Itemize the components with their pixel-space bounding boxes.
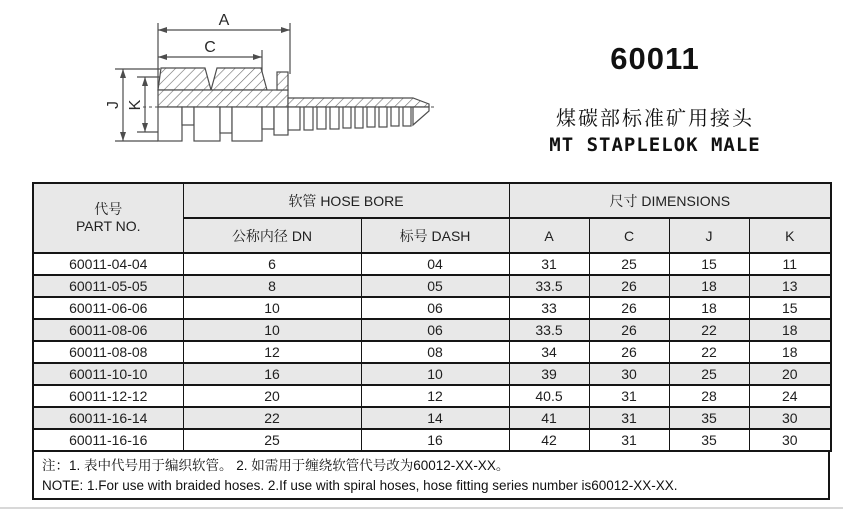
cell-k: 20 <box>749 363 831 385</box>
cell-a: 31 <box>509 253 589 275</box>
cell-j: 15 <box>669 253 749 275</box>
header-dn: 公称内径 DN <box>183 218 361 253</box>
note-line-chinese: 注：1. 表中代号用于编织软管。 2. 如需用于缠绕软管代号改为60012-XX-XX。 <box>42 458 510 473</box>
header-part-no-cn: 代号 <box>94 201 123 217</box>
shell-upper <box>158 90 288 107</box>
cell-j: 18 <box>669 297 749 319</box>
product-title-english: MT STAPLELOK MALE <box>549 134 761 156</box>
cell-dash: 06 <box>361 319 509 341</box>
cell-part-no: 60011-16-16 <box>33 429 183 451</box>
cell-a: 42 <box>509 429 589 451</box>
spec-table-section <box>32 182 830 500</box>
cell-part-no: 60011-12-12 <box>33 385 183 407</box>
table-row <box>33 341 831 363</box>
cell-c: 26 <box>589 319 669 341</box>
table-row <box>33 429 831 451</box>
cell-c: 31 <box>589 407 669 429</box>
cell-part-no: 60011-05-05 <box>33 275 183 297</box>
header-part-no-en: PART NO. <box>75 218 141 234</box>
dim-label-j: J <box>105 101 122 109</box>
title-block <box>500 42 810 156</box>
cell-k: 30 <box>749 429 831 451</box>
cell-j: 18 <box>669 275 749 297</box>
cell-dash: 14 <box>361 407 509 429</box>
cell-c: 26 <box>589 275 669 297</box>
table-row <box>33 407 831 429</box>
cell-j: 28 <box>669 385 749 407</box>
thread-block <box>211 68 267 90</box>
cell-part-no: 60011-08-06 <box>33 319 183 341</box>
cell-j: 25 <box>669 363 749 385</box>
cell-c: 26 <box>589 297 669 319</box>
note-line-english: NOTE: 1.For use with braided hoses. 2.If use with spiral hoses, hose fitting series number is60012-XX-XX. <box>42 478 678 493</box>
table-row <box>33 275 831 297</box>
cell-j: 35 <box>669 407 749 429</box>
dim-label-k: K <box>127 99 144 111</box>
cell-k: 11 <box>749 253 831 275</box>
header-col-c: C <box>589 218 669 253</box>
table-row <box>33 363 831 385</box>
spec-table <box>32 182 832 452</box>
cell-c: 31 <box>589 429 669 451</box>
cell-dn: 22 <box>183 407 361 429</box>
body-lower <box>158 107 429 141</box>
cell-part-no: 60011-16-14 <box>33 407 183 429</box>
cell-part-no: 60011-10-10 <box>33 363 183 385</box>
cell-c: 26 <box>589 341 669 363</box>
header-row-groups <box>33 183 831 218</box>
cell-a: 33.5 <box>509 319 589 341</box>
cell-c: 25 <box>589 253 669 275</box>
cell-dn: 25 <box>183 429 361 451</box>
cell-a: 34 <box>509 341 589 363</box>
dim-label-c: C <box>204 39 216 56</box>
table-row <box>33 297 831 319</box>
thread-block <box>158 68 211 90</box>
header-col-a: A <box>509 218 589 253</box>
page-bottom-divider <box>0 507 843 509</box>
cell-dash: 12 <box>361 385 509 407</box>
cell-dash: 08 <box>361 341 509 363</box>
cell-dn: 10 <box>183 319 361 341</box>
cell-dash: 05 <box>361 275 509 297</box>
cell-dn: 6 <box>183 253 361 275</box>
cell-dash: 10 <box>361 363 509 385</box>
cell-dn: 20 <box>183 385 361 407</box>
cell-dash: 16 <box>361 429 509 451</box>
hose-tail-upper <box>288 98 429 107</box>
cell-j: 22 <box>669 341 749 363</box>
cell-k: 18 <box>749 341 831 363</box>
cell-k: 13 <box>749 275 831 297</box>
cell-a: 33 <box>509 297 589 319</box>
cell-k: 15 <box>749 297 831 319</box>
header-hose-bore: 软管 HOSE BORE <box>183 183 509 218</box>
cell-dn: 12 <box>183 341 361 363</box>
cell-k: 18 <box>749 319 831 341</box>
product-code: 60011 <box>610 41 700 76</box>
dim-label-a: A <box>218 12 230 29</box>
cell-k: 30 <box>749 407 831 429</box>
cell-j: 35 <box>669 429 749 451</box>
cell-c: 30 <box>589 363 669 385</box>
fitting-technical-drawing <box>85 10 445 160</box>
cell-k: 24 <box>749 385 831 407</box>
header-part-no <box>33 183 183 253</box>
cell-a: 33.5 <box>509 275 589 297</box>
header-dimensions: 尺寸 DIMENSIONS <box>509 183 831 218</box>
cell-part-no: 60011-06-06 <box>33 297 183 319</box>
header-col-k: K <box>749 218 831 253</box>
cell-a: 39 <box>509 363 589 385</box>
header-dash: 标号 DASH <box>361 218 509 253</box>
table-row <box>33 319 831 341</box>
table-row <box>33 253 831 275</box>
staple-ridge <box>277 72 288 90</box>
cell-part-no: 60011-04-04 <box>33 253 183 275</box>
table-row <box>33 385 831 407</box>
cell-part-no: 60011-08-08 <box>33 341 183 363</box>
cell-a: 41 <box>509 407 589 429</box>
cell-dash: 06 <box>361 297 509 319</box>
product-title-chinese: 煤碳部标准矿用接头 <box>556 108 754 130</box>
cell-dn: 10 <box>183 297 361 319</box>
cell-dn: 16 <box>183 363 361 385</box>
notes-box <box>32 452 830 500</box>
header-col-j: J <box>669 218 749 253</box>
cell-dash: 04 <box>361 253 509 275</box>
cell-j: 22 <box>669 319 749 341</box>
cell-c: 31 <box>589 385 669 407</box>
cell-dn: 8 <box>183 275 361 297</box>
cell-a: 40.5 <box>509 385 589 407</box>
